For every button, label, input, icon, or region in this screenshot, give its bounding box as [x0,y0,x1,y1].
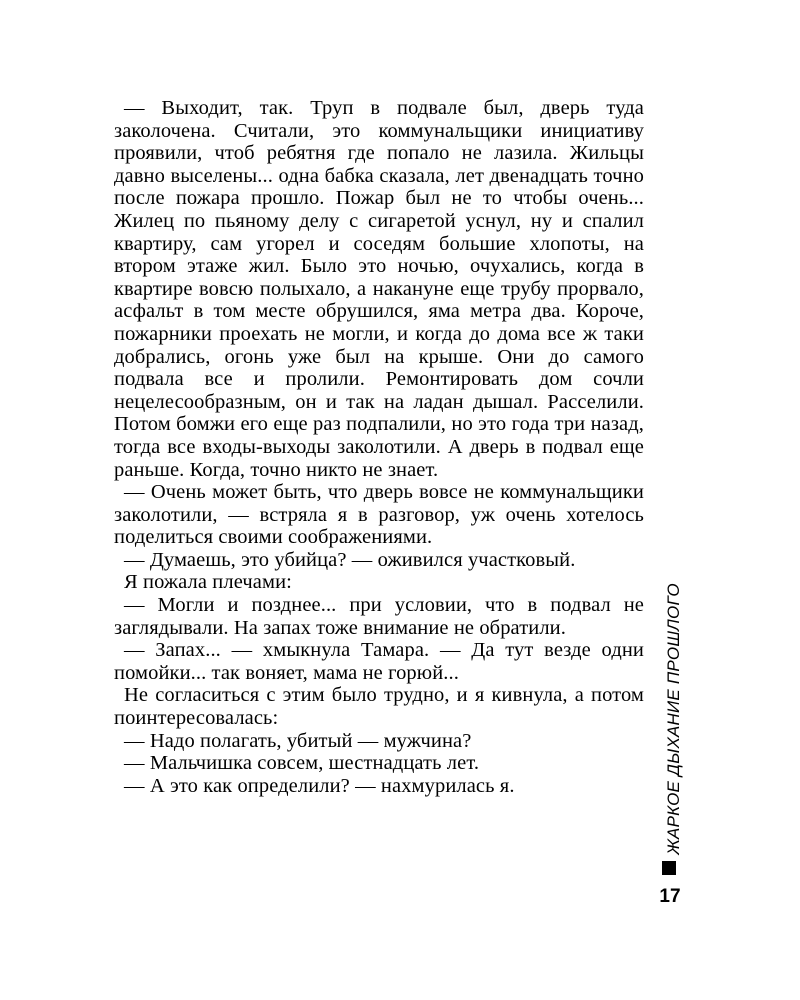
page-marker-square [662,861,676,875]
paragraph-8: — Надо полагать, убитый — мужчина? [124,729,472,752]
paragraph-4: Я пожала плечами: [124,571,292,594]
paragraph-2: — Очень может быть, что дверь вовсе не коммунальщики заколотили, — встряла я в разговор, уж очень хотелось поделиться своими соображениями. [114,481,644,549]
running-head [659,582,689,855]
paragraph-3: — Думаешь, это убийца? — оживился участковый. [124,548,576,571]
page-number: 17 [659,886,681,907]
paragraph-5: — Могли и позднее... при условии, что в подвал не заглядывали. На запах тоже внимание не обратили. [114,594,644,639]
paragraph-9: — Мальчишка совсем, шестнадцать лет. [124,752,480,775]
paragraph-10: — А это как определили? — нахмурилась я. [124,774,515,797]
running-head-text: ЖАРКОЕ ДЫХАНИЕ ПРОШЛОГО [664,582,684,855]
paragraph-1: — Выходит, так. Труп в подвале был, дверь туда заколочена. Считали, это коммунальщики инициативу проявили, чтоб ребятня где попало не лазила. Жильцы давно выселены... одна бабка сказала, лет двенадцать точно после пожара прошло. Пожар был не то чтобы очень... Жилец по пьяному делу с сигаретой уснул, ну и спалил квартиру, сам угорел и соседям большие хлопоты, на втором этаже жил. Было это ночью, очухались, когда в квартире вовсю полыхало, а накануне еще трубу прорвало, асфальт в том месте обрушился, яма метра два. Короче, пожарники проехать не могли, и когда до дома все ж таки добрались, огонь уже был на крыше. Они до самого подвала все и пролили. Ремонтировать дом сочли нецелесообразным, он и так на ладан дышал. Расселили. Потом бомжи его еще раз подпалили, но это года три назад, тогда все входы-выходы заколотили. А дверь в подвал еще раньше. Когда, точно никто не знает. [114,97,644,481]
paragraph-6: — Запах... — хмыкнула Тамара. — Да тут везде одни помойки... так воняет, мама не горюй... [114,639,644,684]
paragraph-7: Не согласиться с этим было трудно, и я кивнула, а потом поинтересовалась: [114,684,644,730]
body-text [114,97,644,797]
